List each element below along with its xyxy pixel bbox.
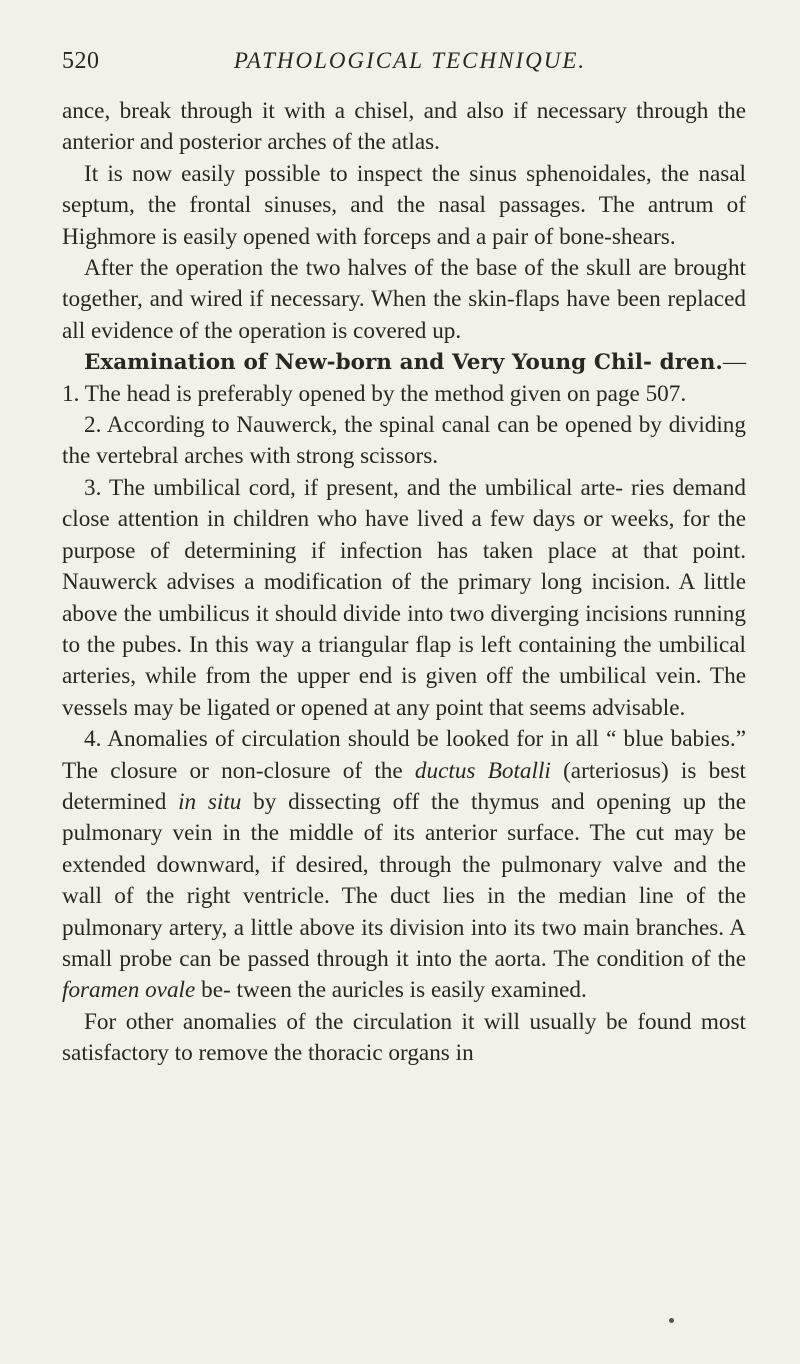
paragraph: 3. The umbilical cord, if present, and the umbilical arte- ries demand close attention in children who have lived a few days or weeks, for the purpose of determining if infection has taken place at that point. Nauwerck advises a modification of the primary long incision. A little above the umbilicus it should divide into two diverging incisions running to the pubes. In this way a triangular flap is left containing the umbilical arteries, while from the upper end is given off the umbilical vein. The vessels may be ligated or opened at any point that seems advisable. [62,474,746,721]
section-heading: Examination of New-born and Very Young Chil- dren. [84,350,723,376]
paragraph [62,724,746,1007]
text-run: be- tween the auricles is easily examined. [201,977,587,1004]
paragraph: ance, break through it with a chisel, and also if necessary through the anterior and posterior arches of the atlas. [62,98,746,156]
ink-speck [669,1318,674,1323]
paragraph: For other anomalies of the circulation it will usually be found most satisfactory to remove the thoracic organs in [62,1008,746,1067]
section-paragraph [62,347,746,410]
paragraph: 2. According to Nauwerck, the spinal canal can be opened by dividing the vertebral arches with strong scissors. [62,412,746,470]
text-run: by dissecting off the thymus and opening up the pulmonary vein in the middle of its anterior surface. The cut may be extended downward, if desired, through the pulmonary valve and the wall of the right ventricle. The duct lies in the median line of the pulmonary artery, a little above its division into its two main branches. A small probe can be passed through it into the aorta. The condition of the [62,788,747,972]
page-number: 520 [62,48,100,74]
paragraph: It is now easily possible to inspect the sinus sphenoidales, the nasal septum, the frontal sinuses, and the nasal passages. The antrum of Highmore is easily opened with forceps and a pair of bone-shears. [62,160,746,250]
section-text: —1. The head is preferably opened by the method given on page 507. [62,349,746,407]
paragraph: After the operation the two halves of the base of the skull are brought together, and wired if necessary. When the skin-flaps have been replaced all evidence of the operation is covered up. [62,255,746,344]
page-header [0,48,800,88]
italic-term: foramen ovale [62,977,196,1004]
italic-term: ductus Botalli [414,757,551,784]
text-run: 4. Anomalies of circulation should be looked for in all “ blue babies.” The closure or non-closure of the [62,726,746,784]
running-title: PATHOLOGICAL TECHNIQUE. [233,48,587,73]
italic-term: in situ [178,788,242,815]
text-run: (arteriosus) is best determined [62,757,746,815]
page-body [62,96,746,1070]
